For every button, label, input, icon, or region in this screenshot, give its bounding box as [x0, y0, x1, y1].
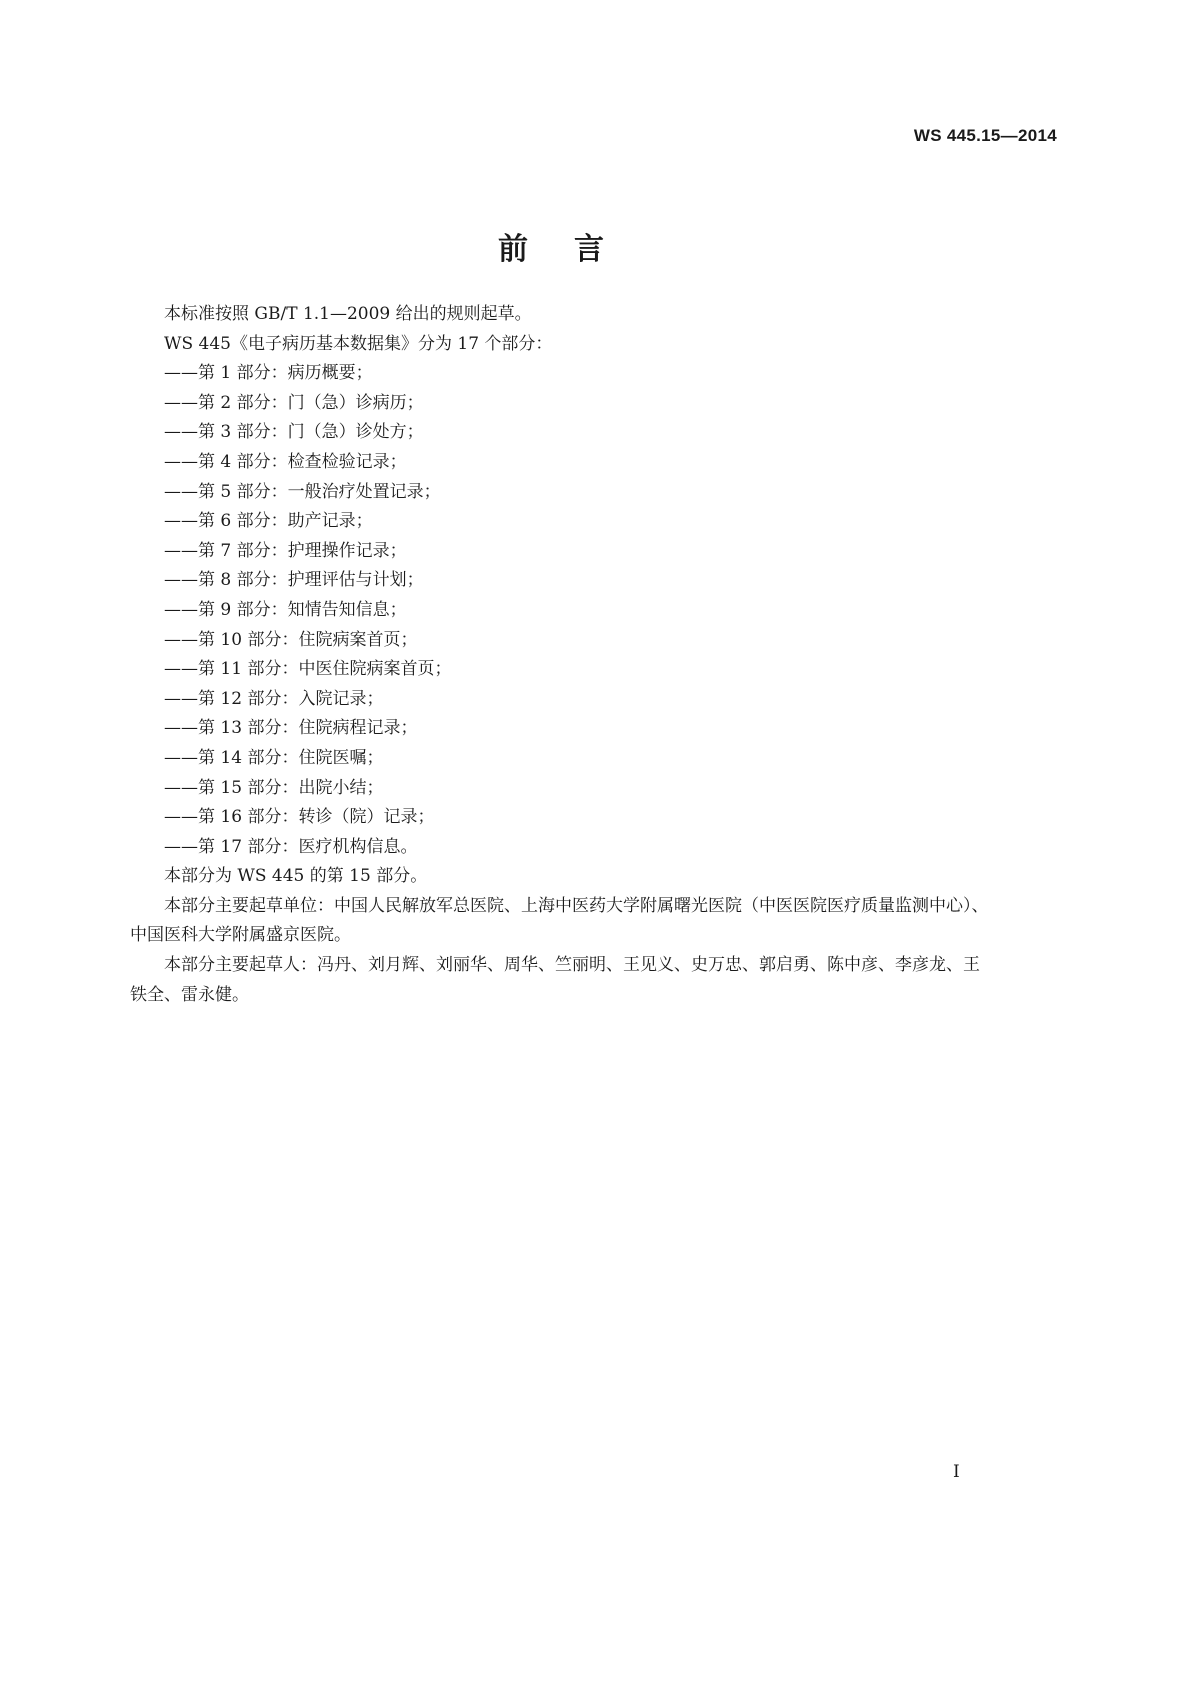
parts-list — [130, 359, 992, 862]
list-item: ——第 13 部分：住院病程记录； — [164, 718, 418, 739]
scope-paragraph: 本部分为 WS 445 的第 15 部分。 — [164, 866, 428, 887]
page-title: 前言 — [498, 232, 650, 267]
list-item: ——第 16 部分：转诊（院）记录； — [164, 807, 435, 828]
intro-paragraph: 本标准按照 GB/T 1.1—2009 给出的规则起草。 — [164, 304, 532, 324]
list-item: ——第 7 部分：护理操作记录； — [164, 540, 407, 561]
list-item: ——第 14 部分：住院医嘱； — [164, 747, 384, 768]
list-item: ——第 2 部分：门（急）诊病历； — [164, 392, 424, 413]
drafting-units-paragraph: 本部分主要起草单位：中国人民解放军总医院、上海中医药大学附属曙光医院（中医医院医疗质量监测中心）、中国医科大学附属盛京医院。 — [130, 895, 989, 946]
drafters-paragraph: 本部分主要起草人：冯丹、刘月辉、刘丽华、周华、竺丽明、王见义、史万忠、郭启勇、陈中彦、李彦龙、王铁全、雷永健。 — [130, 955, 980, 1005]
intro-paragraph: WS 445《电子病历基本数据集》分为 17 个部分： — [164, 333, 553, 354]
list-item: ——第 4 部分：检查检验记录； — [164, 451, 407, 472]
list-item: ——第 11 部分：中医住院病案首页； — [164, 659, 452, 680]
list-item: ——第 17 部分：医疗机构信息。 — [164, 836, 418, 857]
list-item: ——第 10 部分：住院病案首页； — [164, 629, 418, 650]
list-item: ——第 1 部分：病历概要； — [164, 363, 373, 384]
list-item: ——第 9 部分：知情告知信息； — [164, 599, 407, 620]
list-item: ——第 8 部分：护理评估与计划； — [164, 570, 424, 591]
list-item: ——第 6 部分：助产记录； — [164, 511, 373, 532]
preface-body — [130, 300, 992, 1010]
list-item: ——第 12 部分：入院记录； — [164, 688, 384, 709]
page-number: I — [953, 1462, 960, 1482]
list-item: ——第 3 部分：门（急）诊处方； — [164, 422, 424, 443]
list-item: ——第 5 部分：一般治疗处置记录； — [164, 481, 441, 502]
list-item: ——第 15 部分：出院小结； — [164, 777, 384, 798]
standard-code: WS 445.15—2014 — [913, 126, 1057, 145]
